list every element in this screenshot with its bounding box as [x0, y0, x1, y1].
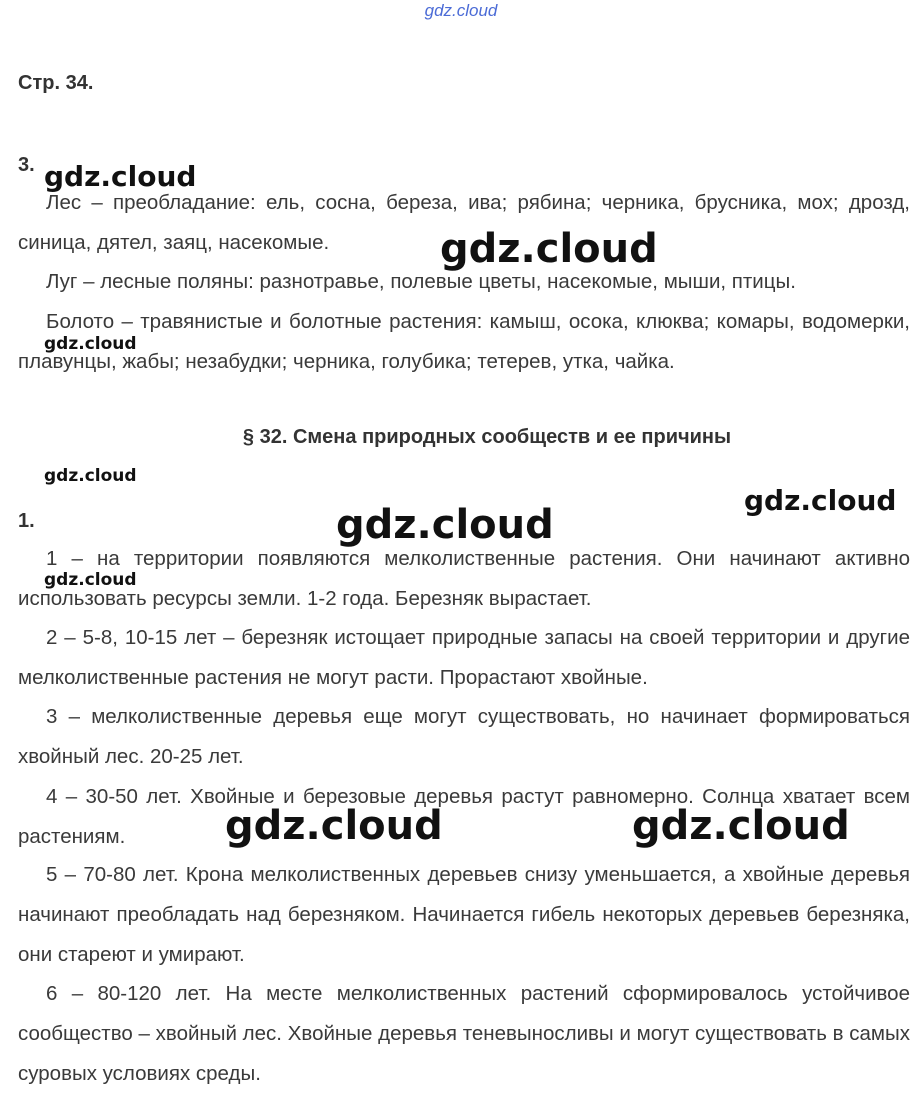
watermark: gdz.cloud	[44, 334, 137, 354]
watermark: gdz.cloud	[44, 466, 137, 486]
page-reference: Стр. 34.	[18, 72, 94, 94]
task-1-stage-2: 2 – 5-8, 10-15 лет – березняк истощает природные запасы на своей территории и другие мелколиственные растения не могут расти. Прорастают хвойные.	[18, 626, 910, 689]
task-3-paragraph-meadow: Луг – лесные поляны: разнотравье, полевые цветы, насекомые, мыши, птицы.	[46, 270, 796, 293]
watermark: gdz.cloud	[440, 226, 658, 272]
watermark: gdz.cloud	[44, 160, 197, 193]
section-title: § 32. Смена природных сообществ и ее причины	[242, 426, 732, 448]
watermark: gdz.cloud	[632, 803, 850, 849]
task-1-stage-1: 1 – на территории появляются мелколиственные растения. Они начинают активно использовать ресурсы земли. 1-2 года. Березняк вырастает.	[18, 547, 910, 610]
watermark: gdz.cloud	[225, 803, 443, 849]
task-1-number: 1.	[18, 510, 35, 532]
task-1-stage-6: 6 – 80-120 лет. На месте мелколиственных растений сформировалось устойчивое сообщество – хвойный лес. Хвойные деревья теневыносливы и могут существовать в самых суровых условиях среды.	[18, 982, 910, 1085]
task-3-paragraph-forest: Лес – преобладание: ель, сосна, береза, ива; рябина; черника, брусника, мох; дрозд, синица, дятел, заяц, насекомые.	[18, 191, 910, 254]
watermark: gdz.cloud	[336, 502, 554, 548]
task-1-stage-4: 4 – 30-50 лет. Хвойные и березовые деревья растут равномерно. Солнца хватает всем растениям.	[18, 785, 910, 848]
watermark: gdz.cloud	[744, 484, 897, 517]
task-1-stage-5: 5 – 70-80 лет. Крона мелколиственных деревьев снизу уменьшается, а хвойные деревья начинают преобладать над березняком. Начинается гибель некоторых деревьев березняка, они стареют и умирают.	[18, 863, 910, 966]
site-watermark-top: gdz.cloud	[424, 1, 498, 20]
task-3-paragraph-swamp: Болото – травянистые и болотные растения: камыш, осока, клюква; комары, водомерки, плавунцы, жабы; незабудки; черника, голубика; тетерев, утка, чайка.	[18, 310, 910, 373]
task-3-number: 3.	[18, 154, 35, 176]
watermark: gdz.cloud	[44, 570, 137, 590]
task-1-stage-3: 3 – мелколиственные деревья еще могут существовать, но начинает формироваться хвойный лес. 20-25 лет.	[18, 705, 910, 768]
